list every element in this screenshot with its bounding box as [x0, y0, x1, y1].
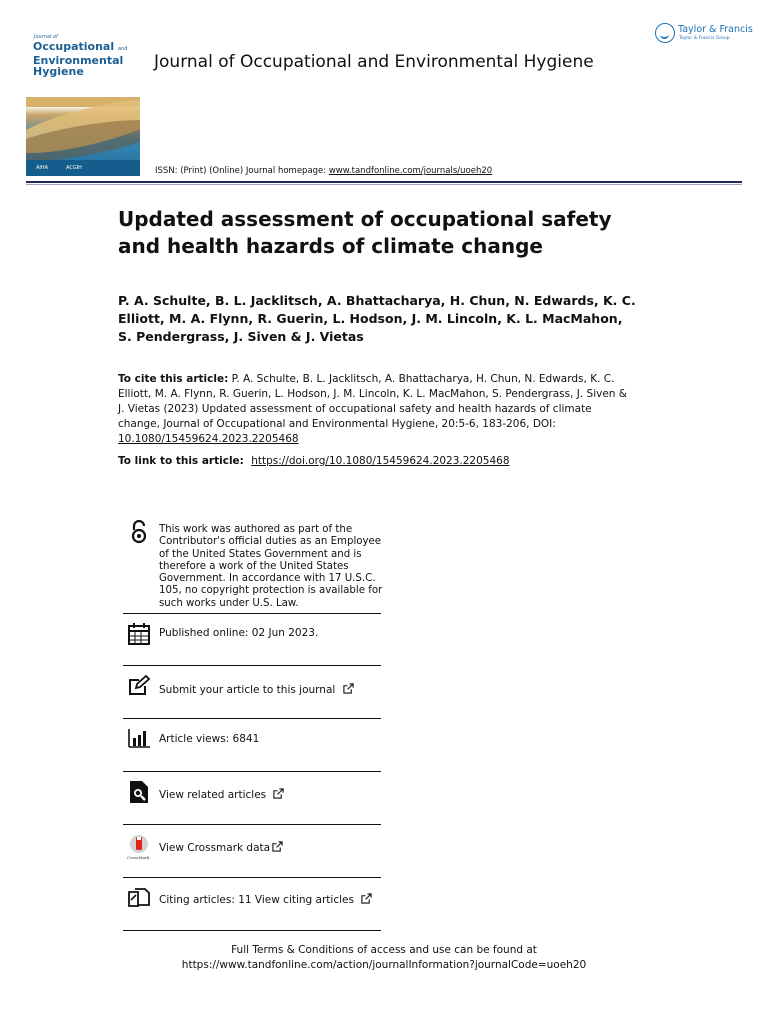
journal-homepage-link[interactable]: www.tandfonline.com/journals/uoeh20 — [328, 166, 493, 176]
published-date-text: Published online: 02 Jun 2023. — [159, 627, 319, 639]
published-row — [123, 622, 381, 662]
cite-doi-link[interactable]: 10.1080/15459624.2023.2205468 — [118, 433, 299, 445]
header-divider-thin — [26, 184, 742, 185]
submit-article-link[interactable]: Submit your article to this journal — [159, 683, 354, 696]
article-title: Updated assessment of occupational safety and health hazards of climate change — [118, 207, 612, 258]
panel-divider — [123, 771, 381, 772]
cite-label: To cite this article: — [118, 373, 229, 385]
header-divider — [26, 181, 742, 183]
open-access-text: This work was authored as part of the Contributor's official duties as an Employee of the United States Government and is therefore a work of the United States Government. In accordance with 17 U.S.C. 105, no copyright protection is available for such works under U.S. Law. — [159, 524, 383, 609]
edit-icon — [127, 674, 151, 698]
tf-logo-icon — [655, 23, 675, 43]
citing-articles-link[interactable]: Citing articles: 11 View citing articles — [159, 893, 372, 906]
panel-divider — [123, 718, 381, 719]
open-access-row — [123, 518, 381, 612]
terms-footer — [0, 943, 768, 973]
panel-divider — [123, 665, 381, 666]
panel-divider — [123, 613, 381, 614]
journal-cover-image — [26, 30, 140, 176]
cover-footer: AIHA ACGIH — [26, 160, 140, 176]
crossmark-label: CrossMark — [127, 855, 150, 860]
submit-article-row[interactable] — [123, 674, 381, 714]
article-authors: P. A. Schulte, B. L. Jacklitsch, A. Bhattacharya, H. Chun, N. Edwards, K. C. Elliott, M. A. Flynn, R. Guerin, L. Hodson, J. M. Lincoln, K. L. MacMahon, S. Pendergrass, J. Siven & J. Vietas — [118, 293, 636, 344]
calendar-icon — [127, 622, 151, 646]
panel-divider — [123, 930, 381, 931]
external-link-icon — [361, 893, 372, 904]
external-link-icon — [343, 683, 354, 694]
publisher-name: Taylor & Francis — [678, 24, 753, 35]
crossmark-row[interactable] — [123, 834, 381, 874]
external-link-icon — [272, 841, 283, 852]
citing-documents-icon — [127, 886, 151, 910]
panel-divider — [123, 877, 381, 878]
panel-divider — [123, 824, 381, 825]
publisher-subname: Taylor & Francis Group — [679, 36, 730, 41]
citing-articles-row[interactable] — [123, 886, 381, 926]
cover-small-text: Journal of — [34, 34, 58, 40]
journal-name: Journal of Occupational and Environmental Hygiene — [154, 52, 594, 72]
article-views-text: Article views: 6841 — [159, 733, 260, 745]
cite-text: P. A. Schulte, B. L. Jacklitsch, A. Bhattacharya, H. Chun, N. Edwards, K. C. Elliott, M. A. Flynn, R. Guerin, L. Hodson, J. M. Lincoln, K. L. MacMahon, S. Pendergrass, J. Siven & J. Vietas (2023) Updated assessment of occupational safety and health hazards of climate change, Journal of Occupational and Environmental Hygiene, 20:5-6, 183-206, DOI: — [118, 373, 627, 430]
issn-line: ISSN: (Print) (Online) Journal homepage: www.tandfonline.com/journals/uoeh20 — [155, 166, 493, 176]
open-access-icon — [127, 520, 151, 544]
article-doi-link[interactable]: https://doi.org/10.1080/15459624.2023.2205468 — [251, 455, 510, 467]
article-views-row — [123, 726, 381, 766]
crossmark-link[interactable]: View Crossmark data — [159, 841, 283, 854]
terms-line: Full Terms & Conditions of access and use can be found at — [231, 944, 537, 956]
related-articles-link[interactable]: View related articles — [159, 788, 284, 801]
link-label: To link to this article: — [118, 455, 244, 467]
external-link-icon — [273, 788, 284, 799]
related-articles-row[interactable] — [123, 780, 381, 820]
citation-block — [118, 372, 630, 447]
cover-title: Occupational and Environmental Hygiene — [33, 40, 128, 78]
document-search-icon — [127, 780, 151, 804]
publisher-logo[interactable] — [655, 23, 753, 47]
article-link-line — [118, 455, 510, 467]
bar-chart-icon — [127, 726, 151, 750]
terms-url[interactable]: https://www.tandfonline.com/action/journalInformation?journalCode=uoeh20 — [181, 959, 587, 971]
